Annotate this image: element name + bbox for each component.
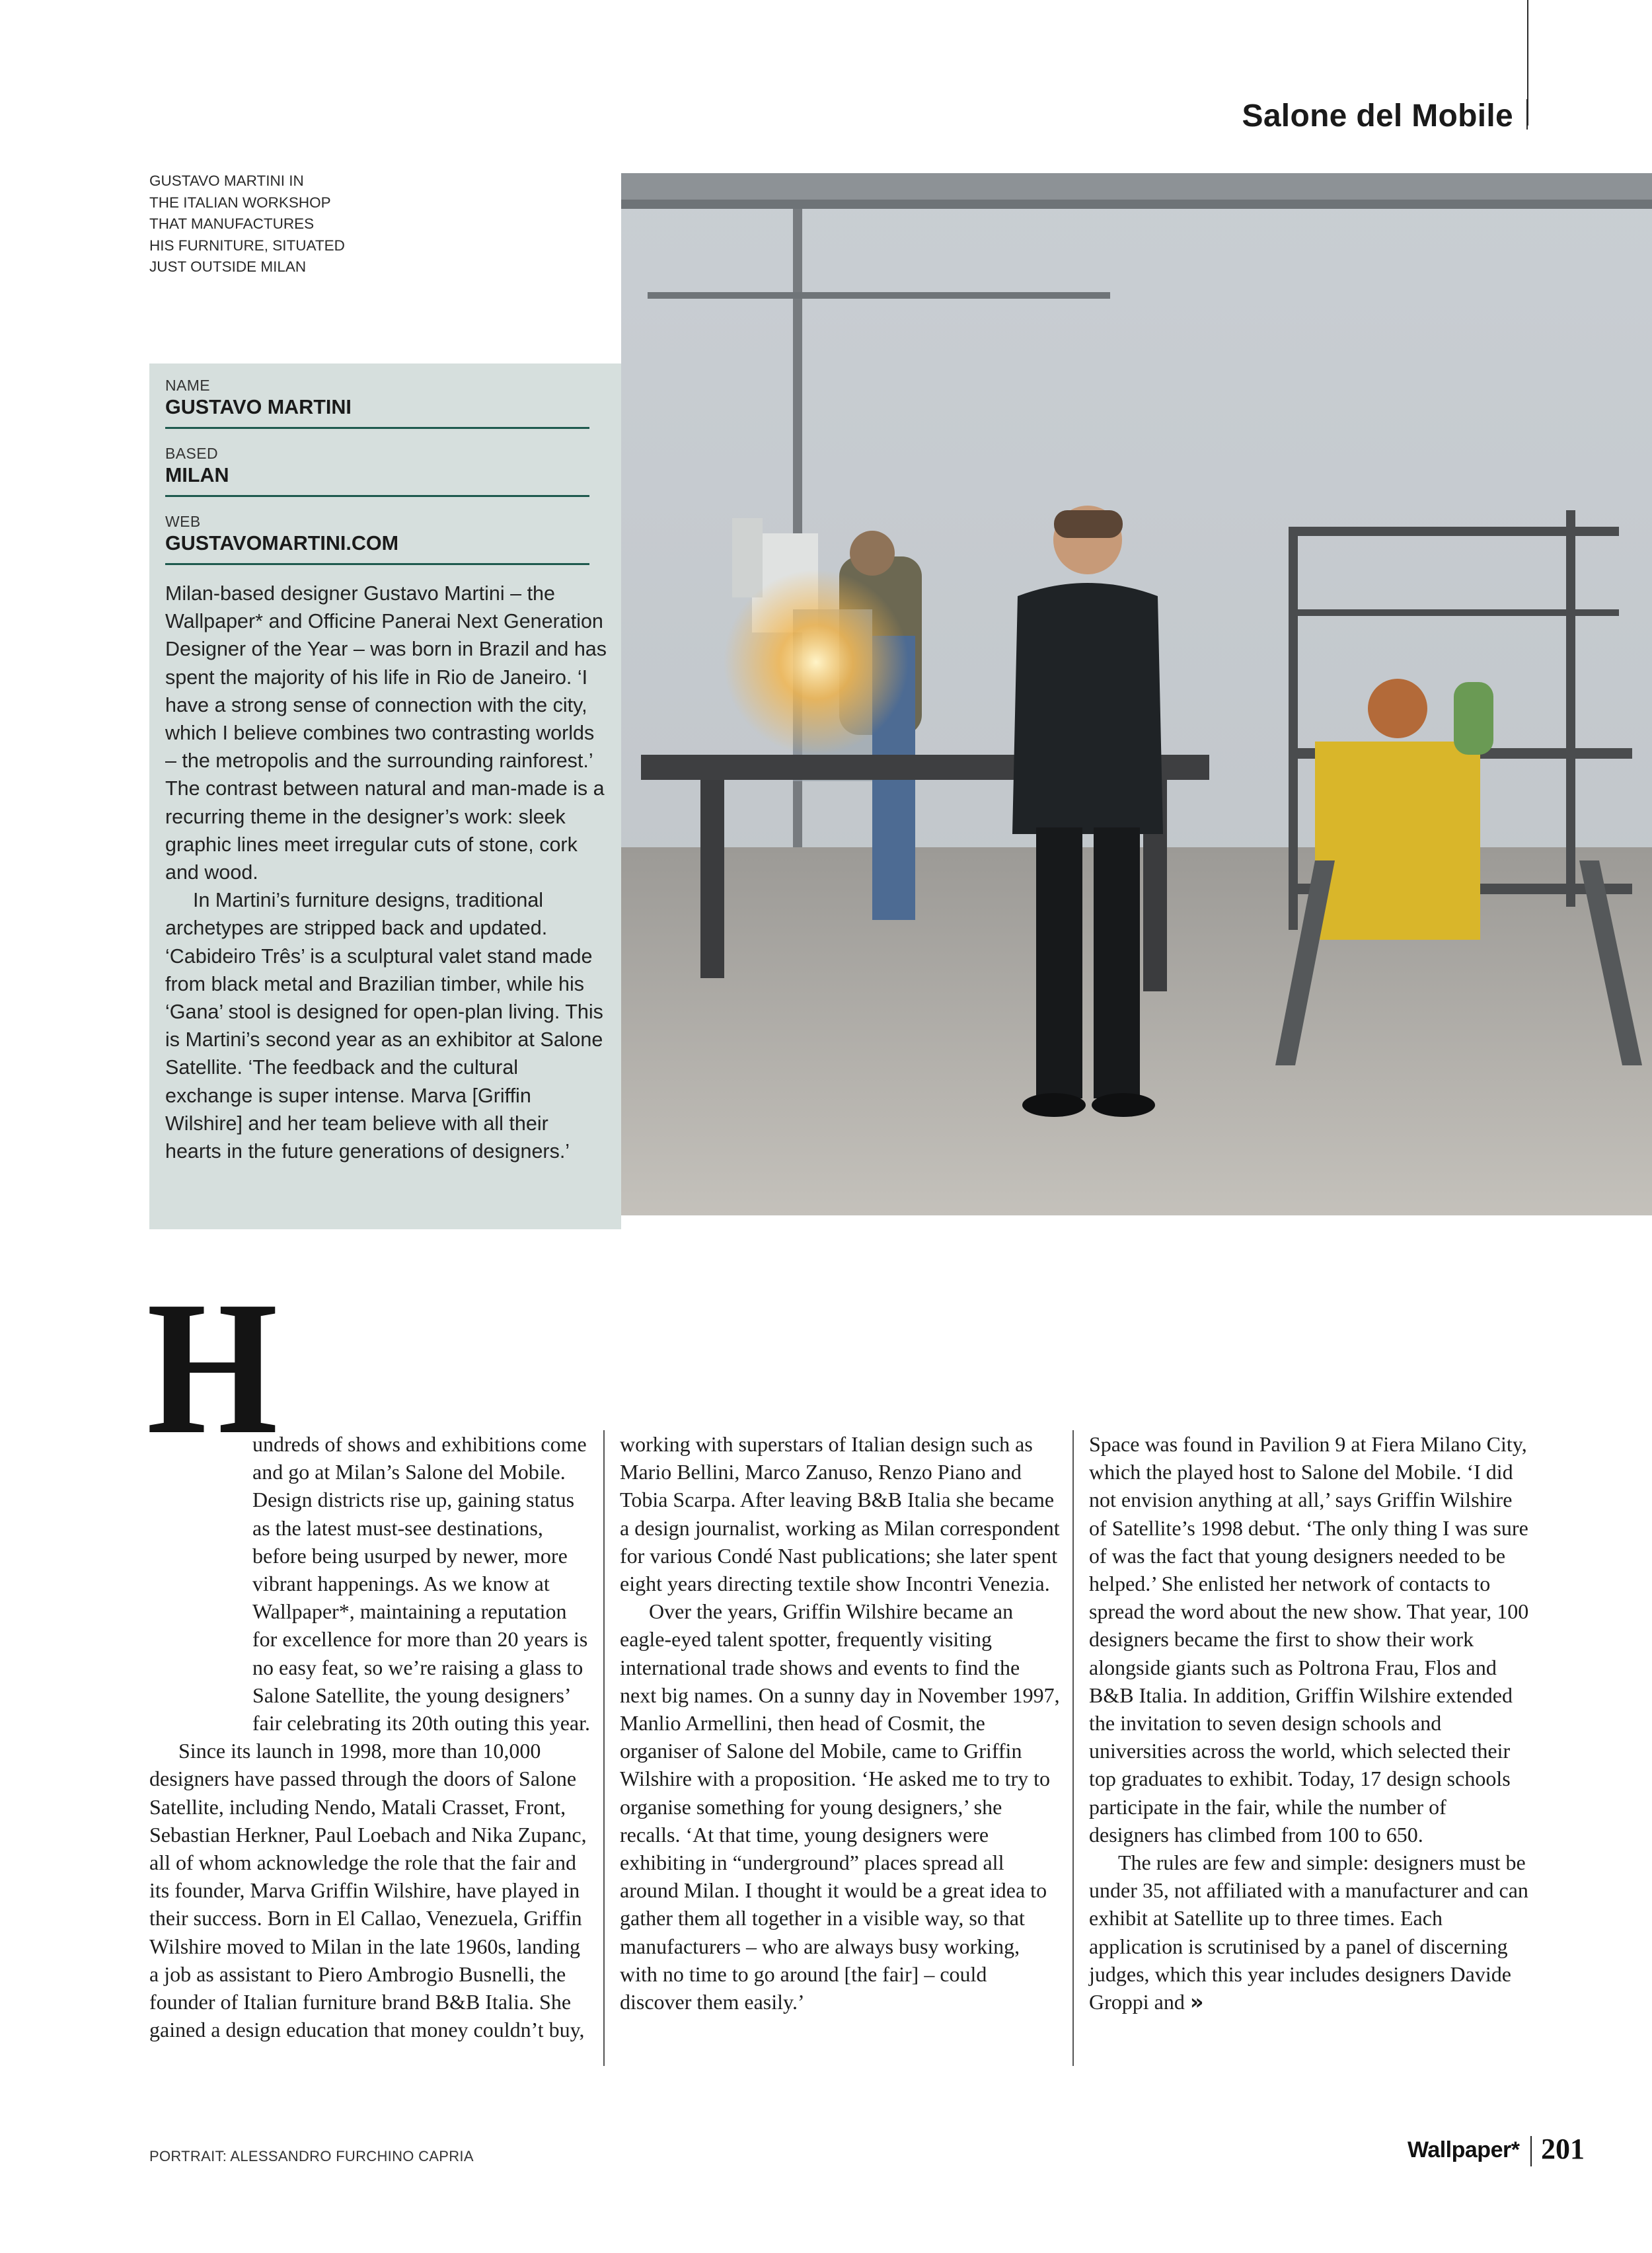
field-label: BASED — [165, 445, 218, 462]
article-paragraph — [1089, 1849, 1530, 2016]
article-paragraph: Since its launch in 1998, more than 10,000 designers have passed through the doors of Salone Satellite, including Nendo, Matali Crasset, Front, Sebastian Herkner, Paul Loebach and Nika Zupanc, all of whom acknowledge the role that the fair and its founder, Marva Griffin Wilshire, have played in their success. Born in El Callao, Venezuela, Griffin Wilshire moved to Milan in the late 1960s, landing a job as assistant to Piero Ambrogio Busnelli, the founder of Italian furniture brand B&B Italia. She gained a design education that money couldn’t buy, — [149, 1739, 587, 2042]
article-paragraph: working with superstars of Italian design such as Mario Bellini, Marco Zanuso, Renzo Piano and Tobia Scarpa. After leaving B&B Italia she became a design journalist, working as Milan correspondent for various Condé Nast publications; she later spent eight years directing textile show Incontri Venezia. — [620, 1432, 1060, 1596]
article-column-2 — [620, 1430, 1061, 2016]
bio-paragraph: Milan-based designer Gustavo Martini – the Wallpaper* and Officine Panerai Next Generation Designer of the Year – was born in Brazil and has spent the majority of his life in Rio de Janeiro. ‘I have a strong sense of connection with the city, which I believe combines two contrasting worlds – the metropolis and the surrounding rainforest.’ The contrast between natural and man-made is a recurring theme in the designer’s work: sleek graphic lines meet irregular cuts of stone, cork and wood. — [165, 582, 607, 884]
workshop-illustration — [621, 173, 1652, 1215]
workshop-photo — [621, 173, 1652, 1215]
profile-field-web — [165, 512, 589, 565]
section-divider — [1526, 99, 1528, 130]
page-number: 201 — [1541, 2133, 1585, 2165]
caption-line: JUST OUTSIDE MILAN — [149, 258, 307, 275]
footer-divider — [1530, 2136, 1532, 2166]
field-label: NAME — [165, 377, 211, 394]
profile-field-based — [165, 443, 589, 497]
article-column-1 — [149, 1430, 591, 2043]
article-paragraph: Over the years, Griffin Wilshire became an eagle-eyed talent spotter, frequently visiting international trade shows and events to find the next big names. On a sunny day in November 1997, Manlio Armellini, then head of Cosmit, the organiser of Salone del Mobile, came to Griffin Wilshire with a proposition. ‘He asked me to try to organise something for young designers,’ she recalls. ‘At that time, young designers were exhibiting in “underground” places spread all around Milan. I thought it would be a great idea to gather them all together in a visible way, so that manufacturers – who are always busy working, with no time to go around [the fair] – could discover them easily.’ — [620, 1599, 1060, 2014]
photo-caption — [149, 171, 374, 278]
bio-paragraph: In Martini’s furniture designs, traditional archetypes are stripped back and updated. ‘Cabideiro Três’ is a sculptural valet stand made from black metal and Brazilian timber, while his ‘Gana’ stool is designed for open-plan living. This is Martini’s second year as an exhibitor at Salone Satellite. ‘The feedback and the cultural exchange is super intense. Marva [Griffin Wilshire] and her team believe with all their hearts in the future generations of designers.’ — [165, 889, 603, 1163]
field-value: GUSTAVO MARTINI — [165, 396, 352, 418]
paragraph-text: The rules are few and simple: designers must be under 35, not affiliated with a manufacturer and can exhibit at Satellite up to three times. Each application is scrutinised by a panel of discerning judges, which this year includes designers Davide Groppi and — [1089, 1851, 1528, 2014]
caption-line: THE ITALIAN WORKSHOP — [149, 194, 331, 211]
field-label: WEB — [165, 513, 201, 530]
magazine-logo: Wallpaper* — [1408, 2137, 1520, 2162]
profile-bio — [165, 580, 609, 1165]
field-value: MILAN — [165, 464, 229, 486]
column-divider — [603, 1430, 605, 2066]
article-paragraph: undreds of shows and exhibitions come and go at Milan’s Salone del Mobile. Design districts rise up, gaining status as the latest must-see destinations, before being usurped by newer, more vibrant happenings. As we know at Wallpaper*, maintaining a reputation for excellence for more than 20 years is no easy feat, so we’re raising a glass to Salone Satellite, the young designers’ fair celebrating its 20th outing this year. — [252, 1432, 590, 1736]
drop-cap: H — [147, 1262, 278, 1474]
continue-arrow-icon: » — [1189, 1989, 1204, 2015]
caption-line: THAT MANUFACTURES — [149, 215, 315, 232]
profile-field-name — [165, 375, 589, 429]
website-link[interactable]: GUSTAVOMARTINI.COM — [165, 532, 398, 554]
article-paragraph: Space was found in Pavilion 9 at Fiera Milano City, which the played host to Salone del Mobile. ‘I did not envision anything at all,’ says Griffin Wilshire of Satellite’s 1998 debut. ‘The only thing I was sure of was the fact that young designers needed to be helped.’ She enlisted her network of contacts to spread the word about the new show. That year, 100 designers became the first to show their work alongside giants such as Poltrona Frau, Flos and B&B Italia. In addition, Griffin Wilshire extended the invitation to seven design schools and universities across the world, which selected their top graduates to exhibit. Today, 17 design schools participate in the fair, while the number of designers has climbed from 100 to 650. — [1089, 1432, 1529, 1847]
section-title: Salone del Mobile — [1242, 98, 1513, 134]
caption-line: GUSTAVO MARTINI IN — [149, 172, 304, 189]
profile-box — [149, 363, 621, 1229]
article-column-3 — [1089, 1430, 1530, 2016]
photo-credit: PORTRAIT: ALESSANDRO FURCHINO CAPRIA — [149, 2148, 474, 2164]
caption-line: HIS FURNITURE, SITUATED — [149, 237, 345, 254]
column-divider — [1072, 1430, 1074, 2066]
